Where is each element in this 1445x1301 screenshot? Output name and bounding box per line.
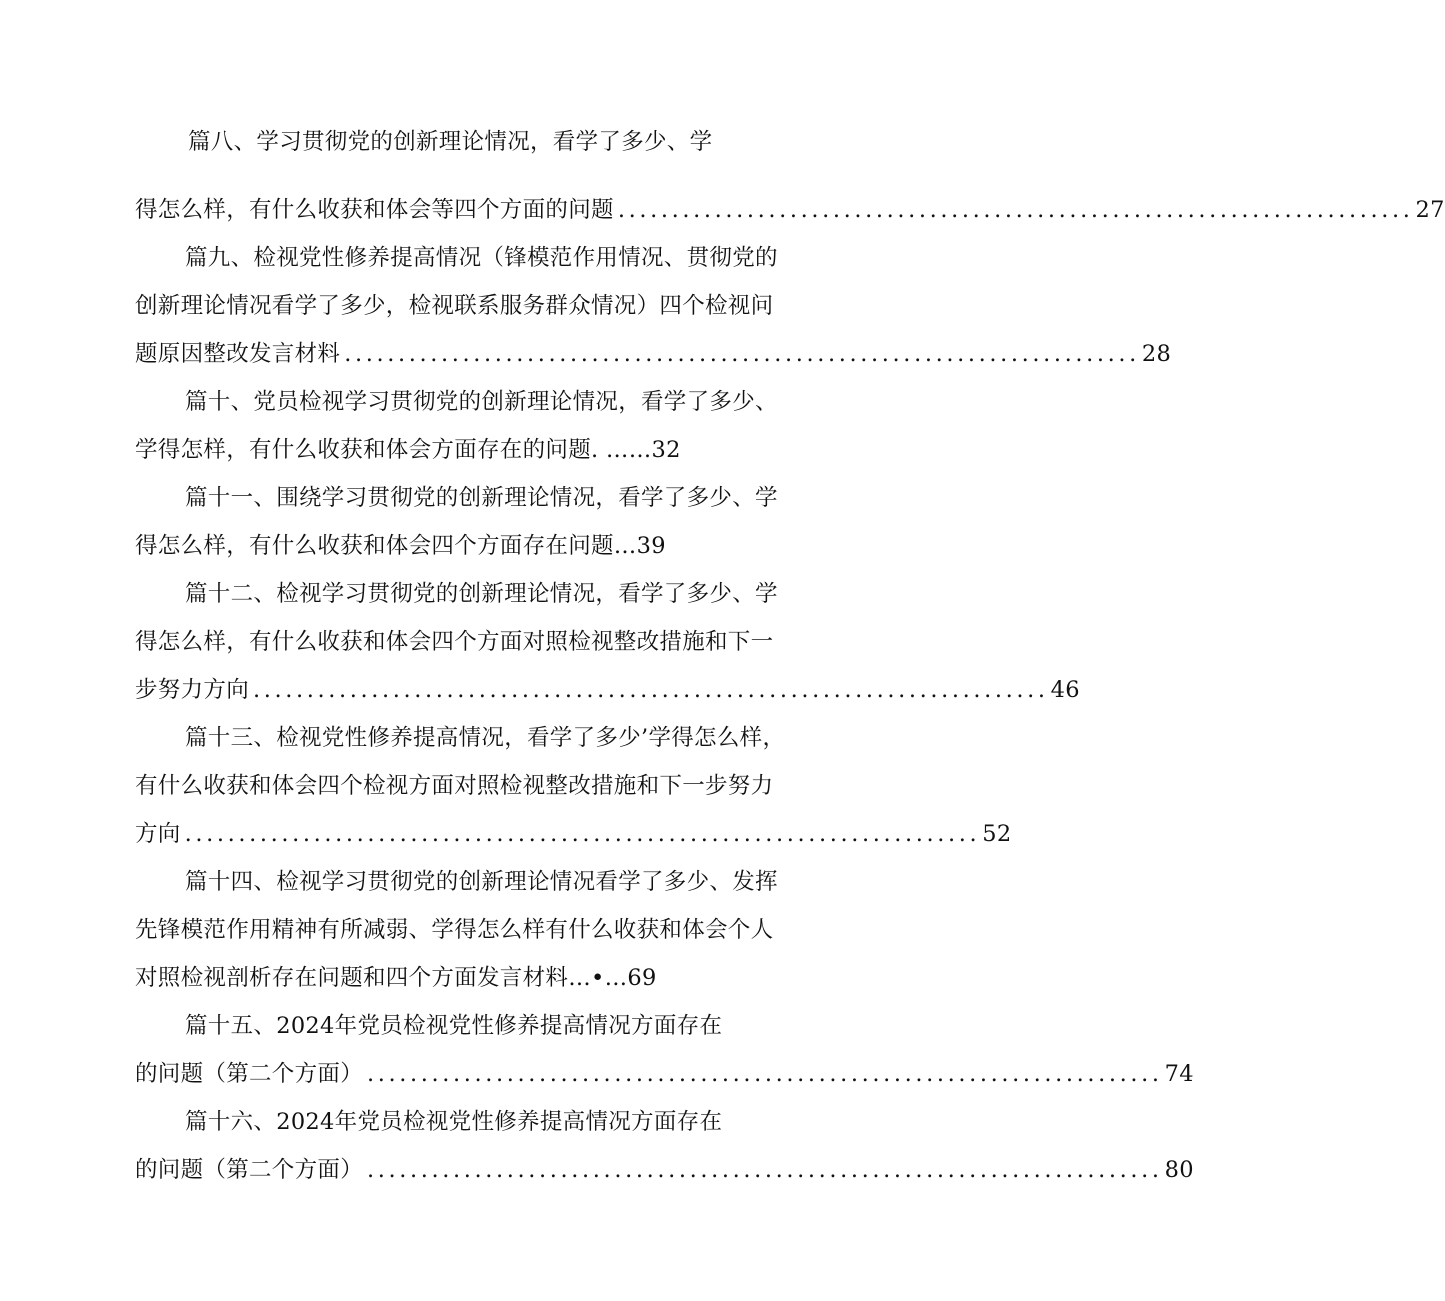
- toc-entry-9-line-3: [135, 334, 1172, 374]
- toc-leader-dots: ..........................................................................: [367, 1061, 1163, 1087]
- toc-entry-13-line-3: [135, 814, 1012, 854]
- toc-entry-12-line-3: [135, 670, 1080, 710]
- toc-entry-9-line-1: 篇九、检视党性修养提高情况（锋模范作用情况、贯彻党的: [185, 245, 778, 271]
- toc-entry-16-page: 80: [1164, 1157, 1194, 1183]
- toc-leader-dots: ..........................................................................: [253, 677, 1049, 703]
- toc-entry-8-page: 27: [1415, 197, 1445, 223]
- toc-entry-14-line-1: 篇十四、检视学习贯彻党的创新理论情况看学了多少、发挥: [185, 869, 778, 895]
- toc-leader-dots: ..........................................................................: [617, 197, 1414, 223]
- toc-entry-8-text: 得怎么样，有什么收获和体会等四个方面的问题: [135, 197, 614, 223]
- toc-entry-12-line-1: 篇十二、检视学习贯彻党的创新理论情况，看学了多少、学: [185, 581, 778, 607]
- toc-leader-dots: ..........................................................................: [184, 821, 981, 847]
- toc-entry-13-line-2: 有什么收获和体会四个检视方面对照检视整改措施和下一步努力: [135, 773, 774, 799]
- toc-entry-10-line-2: 学得怎样，有什么收获和体会方面存在的问题. ……32: [135, 437, 681, 463]
- toc-entry-16-line-2: [135, 1150, 1194, 1190]
- toc-entry-9-page: 28: [1141, 341, 1172, 367]
- toc-entry-13-text: 方向: [135, 821, 181, 847]
- toc-entry-9-text: 题原因整改发言材料: [135, 341, 341, 367]
- toc-leader-dots: ..........................................................................: [344, 341, 1140, 367]
- toc-entry-15-text: 的问题（第二个方面）: [135, 1061, 364, 1087]
- toc-entry-13-page: 52: [982, 821, 1012, 847]
- toc-entry-9-line-2: 创新理论情况看学了多少，检视联系服务群众情况）四个检视问: [135, 293, 774, 319]
- toc-entry-16-text: 的问题（第二个方面）: [135, 1157, 364, 1183]
- toc-entry-14-line-2: 先锋模范作用精神有所减弱、学得怎么样有什么收获和体会个人: [135, 917, 774, 943]
- toc-entry-15-line-1: 篇十五、2024年党员检视党性修养提高情况方面存在: [185, 1013, 723, 1039]
- toc-leader-dots: ..........................................................................: [367, 1157, 1163, 1183]
- toc-entry-8-line-1: 篇八、学习贯彻党的创新理论情况，看学了多少、学: [188, 129, 713, 155]
- toc-entry-11-line-1: 篇十一、围绕学习贯彻党的创新理论情况，看学了多少、学: [185, 485, 778, 511]
- toc-entry-12-line-2: 得怎么样，有什么收获和体会四个方面对照检视整改措施和下一: [135, 629, 774, 655]
- toc-entry-11-line-2: 得怎么样，有什么收获和体会四个方面存在问题…39: [135, 533, 666, 559]
- toc-entry-15-line-2: [135, 1054, 1194, 1094]
- toc-entry-12-page: 46: [1050, 677, 1080, 703]
- toc-entry-14-line-3: 对照检视剖析存在问题和四个方面发言材料…•…69: [135, 965, 657, 991]
- toc-entry-12-text: 步努力方向: [135, 677, 250, 703]
- toc-entry-10-line-1: 篇十、党员检视学习贯彻党的创新理论情况，看学了多少、: [185, 389, 778, 415]
- toc-entry-15-page: 74: [1164, 1061, 1194, 1087]
- toc-entry-13-line-1: 篇十三、检视党性修养提高情况，看学了多少’学得怎么样，: [185, 725, 786, 751]
- toc-entry-8-line-2: [135, 190, 1445, 230]
- toc-entry-16-line-1: 篇十六、2024年党员检视党性修养提高情况方面存在: [185, 1109, 723, 1135]
